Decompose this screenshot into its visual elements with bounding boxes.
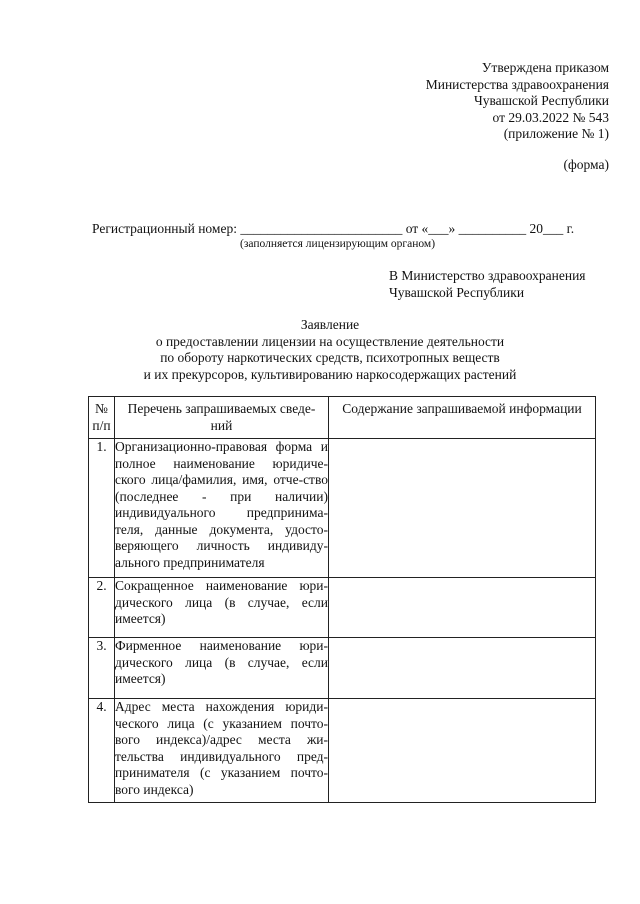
header-list: Перечень запрашиваемых сведе-ний	[115, 397, 329, 439]
row-number: 2.	[89, 578, 115, 638]
row-item-text: Адрес места нахождения юриди-ческого лица (с указанием почто-вого индекса)/адрес места жи-тельства индивидуального пред-принимателя (с указанием почто-вого индекса)	[115, 699, 329, 803]
title-line: о предоставлении лицензии на осуществление деятельности	[155, 333, 505, 349]
row-value-cell[interactable]	[329, 439, 596, 578]
approval-line: Чувашской Республики	[473, 93, 609, 108]
row-number: 1.	[89, 439, 115, 578]
table-row	[89, 578, 596, 638]
registration-note: (заполняется лицензирующим органом)	[240, 238, 436, 250]
addressee-line: Чувашской Республики	[389, 284, 525, 300]
form-label: (форма)	[563, 157, 609, 172]
header-content: Содержание запрашиваемой информации	[329, 397, 596, 439]
row-value-cell[interactable]	[329, 699, 596, 803]
row-number: 4.	[89, 699, 115, 803]
row-item-text: Сокращенное наименование юри-дического лица (в случае, если имеется)	[115, 578, 329, 638]
information-table	[88, 396, 596, 803]
approval-line: от 29.03.2022 № 543	[492, 109, 609, 125]
table-row	[89, 439, 596, 578]
row-item-text: Организационно-правовая форма и полное наименование юридиче-ского лица/фамилия, имя, отче-ство (последнее - при наличии) индивидуального предпринима-теля, данные документа, удосто-веряющего личность индивиду-ального предпринимателя	[115, 439, 329, 578]
document-title	[100, 317, 560, 383]
table-header-row	[89, 397, 596, 439]
registration-number-line: Регистрационный номер: ________________________ от «___» __________ 20___ г.	[92, 221, 575, 236]
header-num: № п/п	[89, 397, 115, 439]
table-row	[89, 638, 596, 699]
title-line: и их прекурсоров, культивированию наркосодержащих растений	[143, 366, 517, 382]
row-number: 3.	[89, 638, 115, 699]
row-value-cell[interactable]	[329, 578, 596, 638]
addressee-block	[389, 268, 586, 301]
row-value-cell[interactable]	[329, 638, 596, 699]
title-heading: Заявление	[300, 317, 360, 332]
approval-block	[289, 60, 609, 143]
table-row	[89, 699, 596, 803]
approval-line: Утверждена приказом	[481, 60, 609, 75]
approval-line: Министерства здравоохранения	[425, 76, 609, 92]
approval-line: (приложение № 1)	[503, 126, 609, 141]
addressee-line: В Министерство здравоохранения	[389, 268, 586, 283]
row-item-text: Фирменное наименование юри-дического лица (в случае, если имеется)	[115, 638, 329, 699]
title-line: по обороту наркотических средств, психотропных веществ	[160, 350, 500, 365]
